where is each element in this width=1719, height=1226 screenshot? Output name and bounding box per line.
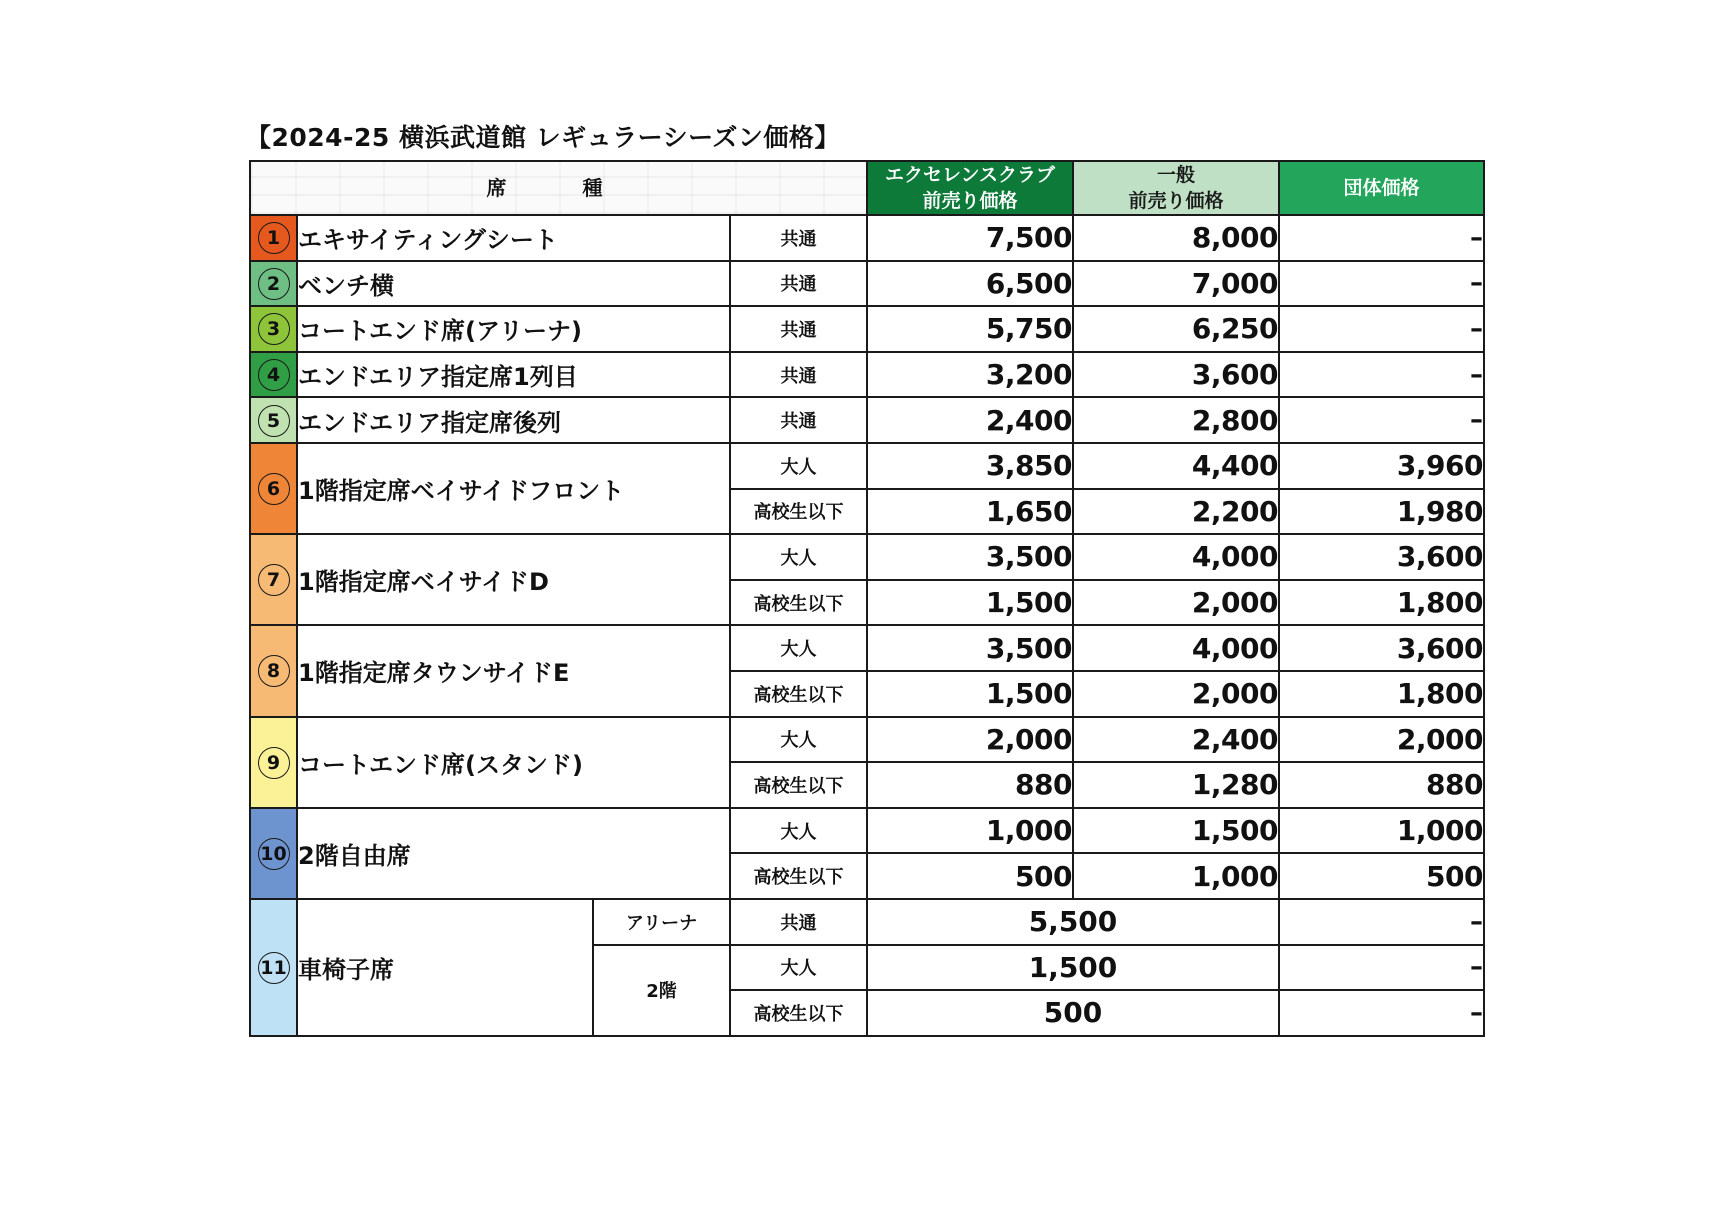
seat-number-badge xyxy=(250,443,297,534)
table-row xyxy=(250,261,1484,307)
excellence-price: 3,850 xyxy=(867,443,1073,489)
excellence-price-header xyxy=(867,161,1073,215)
seat-number: 3 xyxy=(258,313,290,345)
ticket-category: 高校生以下 xyxy=(730,580,867,626)
general-price: 2,000 xyxy=(1073,671,1279,717)
group-price: – xyxy=(1279,899,1484,945)
table-row xyxy=(250,625,1484,671)
excellence-price: 2,000 xyxy=(867,717,1073,763)
excellence-price: 2,400 xyxy=(867,397,1073,443)
table-row xyxy=(250,808,1484,854)
seat-type-header: 席 種 xyxy=(250,161,867,215)
seat-name: 車椅子席 xyxy=(297,899,593,1036)
combined-price: 5,500 xyxy=(867,899,1279,945)
area-label-arena: アリーナ xyxy=(593,899,730,945)
group-price: – xyxy=(1279,990,1484,1036)
group-price: 2,000 xyxy=(1279,717,1484,763)
price-table-body xyxy=(250,215,1484,1036)
seat-name: コートエンド席(スタンド) xyxy=(297,717,730,808)
table-row xyxy=(250,352,1484,398)
group-price: 880 xyxy=(1279,762,1484,808)
table-row xyxy=(250,397,1484,443)
group-price: 1,800 xyxy=(1279,580,1484,626)
seat-number-badge xyxy=(250,261,297,307)
ticket-category: 高校生以下 xyxy=(730,671,867,717)
general-price-header xyxy=(1073,161,1279,215)
excellence-price: 7,500 xyxy=(867,215,1073,261)
group-price: – xyxy=(1279,397,1484,443)
general-price: 2,800 xyxy=(1073,397,1279,443)
ticket-category: 大人 xyxy=(730,717,867,763)
seat-name: エンドエリア指定席1列目 xyxy=(297,352,730,398)
excellence-header-line1: エクセレンスクラブ xyxy=(885,164,1055,186)
seat-number-badge xyxy=(250,534,297,625)
general-price: 6,250 xyxy=(1073,306,1279,352)
group-price: 1,800 xyxy=(1279,671,1484,717)
excellence-price: 500 xyxy=(867,853,1073,899)
excellence-price: 3,500 xyxy=(867,625,1073,671)
table-row xyxy=(250,717,1484,763)
seat-name: ベンチ横 xyxy=(297,261,730,307)
general-price: 2,400 xyxy=(1073,717,1279,763)
group-price: 3,600 xyxy=(1279,534,1484,580)
table-header-row xyxy=(250,161,1484,215)
combined-price: 500 xyxy=(867,990,1279,1036)
excellence-price: 880 xyxy=(867,762,1073,808)
excellence-price: 3,200 xyxy=(867,352,1073,398)
general-price: 4,000 xyxy=(1073,625,1279,671)
ticket-category: 共通 xyxy=(730,899,867,945)
general-price: 1,000 xyxy=(1073,853,1279,899)
excellence-price: 3,500 xyxy=(867,534,1073,580)
general-price: 3,600 xyxy=(1073,352,1279,398)
seat-number-badge xyxy=(250,352,297,398)
general-price: 1,500 xyxy=(1073,808,1279,854)
ticket-category: 共通 xyxy=(730,215,867,261)
table-row xyxy=(250,443,1484,489)
group-price: 1,980 xyxy=(1279,489,1484,535)
seat-number: 9 xyxy=(258,747,290,779)
excellence-price: 1,500 xyxy=(867,671,1073,717)
seat-number-badge xyxy=(250,215,297,261)
excellence-price: 6,500 xyxy=(867,261,1073,307)
ticket-category: 大人 xyxy=(730,625,867,671)
general-header-line2: 前売り価格 xyxy=(1128,190,1224,212)
group-price: – xyxy=(1279,215,1484,261)
seat-number-badge xyxy=(250,808,297,899)
general-price: 8,000 xyxy=(1073,215,1279,261)
ticket-category: 大人 xyxy=(730,443,867,489)
seat-name: コートエンド席(アリーナ) xyxy=(297,306,730,352)
seat-number: 7 xyxy=(258,564,290,596)
ticket-category: 大人 xyxy=(730,945,867,991)
ticket-category: 高校生以下 xyxy=(730,762,867,808)
seat-name: 2階自由席 xyxy=(297,808,730,899)
seat-number-badge xyxy=(250,306,297,352)
ticket-category: 共通 xyxy=(730,261,867,307)
seat-number: 5 xyxy=(258,405,290,437)
table-row xyxy=(250,899,1484,945)
table-row xyxy=(250,215,1484,261)
seat-number: 10 xyxy=(258,838,290,870)
general-price: 7,000 xyxy=(1073,261,1279,307)
seat-number: 2 xyxy=(258,268,290,300)
seat-name: 1階指定席ベイサイドD xyxy=(297,534,730,625)
general-price: 2,000 xyxy=(1073,580,1279,626)
price-table xyxy=(249,160,1485,1037)
seat-name: エンドエリア指定席後列 xyxy=(297,397,730,443)
table-row xyxy=(250,534,1484,580)
seat-number: 8 xyxy=(258,655,290,687)
group-price: 3,600 xyxy=(1279,625,1484,671)
ticket-category: 高校生以下 xyxy=(730,853,867,899)
group-price: 1,000 xyxy=(1279,808,1484,854)
seat-number: 6 xyxy=(258,473,290,505)
seat-number: 1 xyxy=(258,222,290,254)
general-price: 2,200 xyxy=(1073,489,1279,535)
table-row xyxy=(250,306,1484,352)
ticket-category: 高校生以下 xyxy=(730,489,867,535)
area-label-2f: 2階 xyxy=(593,945,730,1036)
ticket-category: 大人 xyxy=(730,808,867,854)
excellence-price: 1,650 xyxy=(867,489,1073,535)
excellence-price: 1,000 xyxy=(867,808,1073,854)
seat-name: エキサイティングシート xyxy=(297,215,730,261)
seat-number-badge xyxy=(250,397,297,443)
page-title: 【2024-25 横浜武道館 レギュラーシーズン価格】 xyxy=(246,123,840,152)
general-price: 4,400 xyxy=(1073,443,1279,489)
group-price-header: 団体価格 xyxy=(1279,161,1484,215)
seat-number-badge xyxy=(250,717,297,808)
general-header-line1: 一般 xyxy=(1156,164,1195,186)
seat-number: 11 xyxy=(258,952,290,984)
ticket-category: 共通 xyxy=(730,397,867,443)
group-price: 3,960 xyxy=(1279,443,1484,489)
general-price: 1,280 xyxy=(1073,762,1279,808)
ticket-category: 共通 xyxy=(730,306,867,352)
group-price: – xyxy=(1279,945,1484,991)
ticket-category: 大人 xyxy=(730,534,867,580)
group-price: – xyxy=(1279,352,1484,398)
seat-number-badge xyxy=(250,625,297,716)
excellence-price: 1,500 xyxy=(867,580,1073,626)
ticket-category: 共通 xyxy=(730,352,867,398)
ticket-category: 高校生以下 xyxy=(730,990,867,1036)
seat-name: 1階指定席ベイサイドフロント xyxy=(297,443,730,534)
group-price: – xyxy=(1279,261,1484,307)
seat-name: 1階指定席タウンサイドE xyxy=(297,625,730,716)
excellence-header-line2: 前売り価格 xyxy=(922,190,1018,212)
seat-number-badge xyxy=(250,899,297,1036)
combined-price: 1,500 xyxy=(867,945,1279,991)
seat-number: 4 xyxy=(258,359,290,391)
group-price: 500 xyxy=(1279,853,1484,899)
general-price: 4,000 xyxy=(1073,534,1279,580)
group-price: – xyxy=(1279,306,1484,352)
excellence-price: 5,750 xyxy=(867,306,1073,352)
